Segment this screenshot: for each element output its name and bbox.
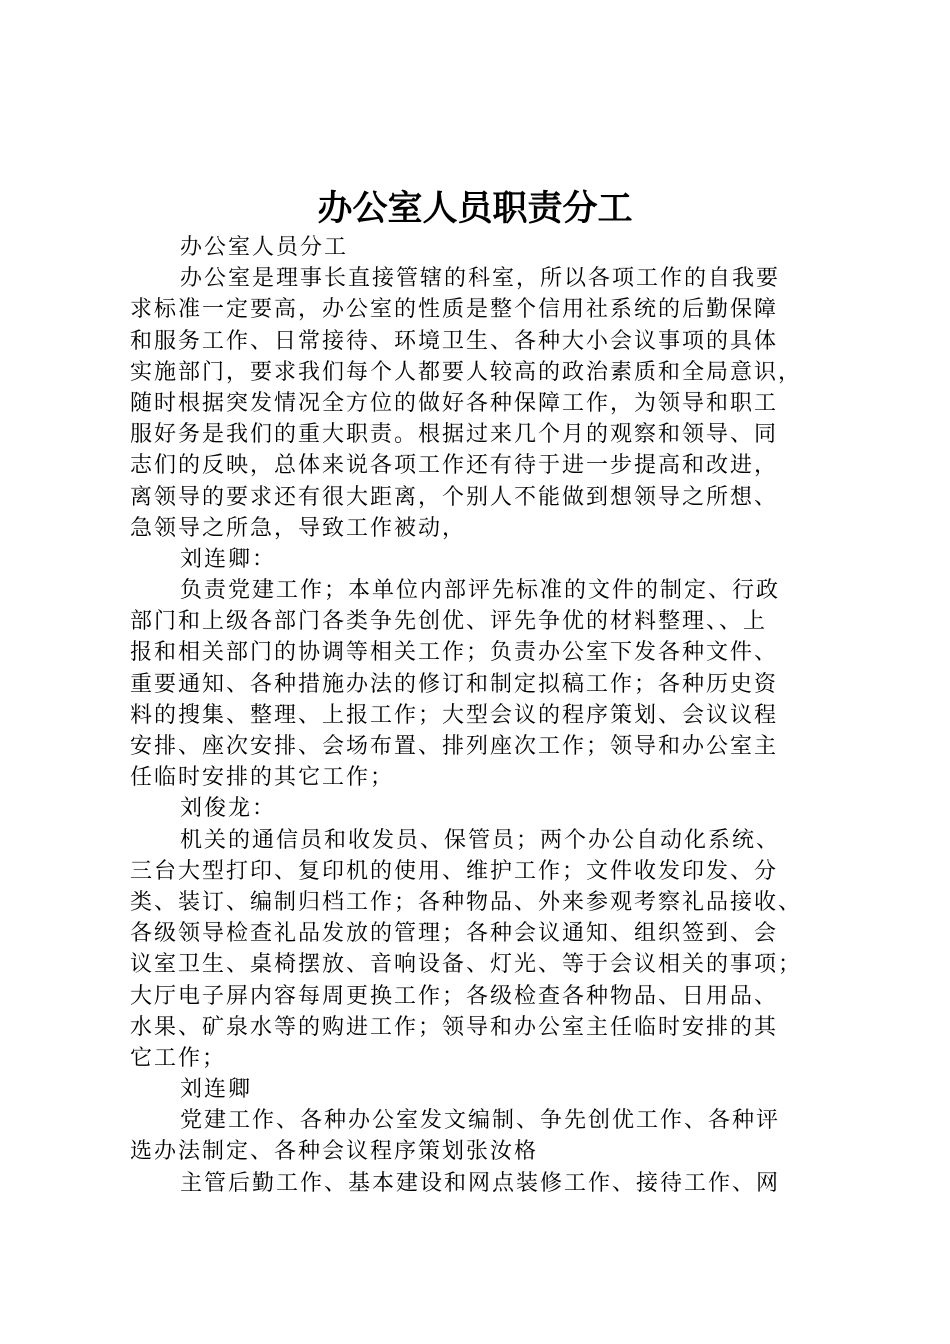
body-line: 刘连卿 [180, 1077, 253, 1103]
body-line: 安排、座次安排、会场布置、排列座次工作；领导和办公室主 [130, 734, 779, 759]
body-line: 报和相关部门的协调等相关工作；负责办公室下发各种文件、 [130, 640, 779, 666]
body-line: 和服务工作、日常接待、环境卫生、各种大小会议事项的具体 [130, 328, 779, 354]
body-line: 任临时安排的其它工作； [130, 765, 395, 791]
body-line: 刘连卿： [180, 546, 277, 572]
body-line: 选办法制定、各种会议程序策划张汝格 [130, 1139, 539, 1165]
body-line: 服好务是我们的重大职责。根据过来几个月的观察和领导、同 [130, 422, 779, 448]
body-line: 类、装订、编制归档工作；各种物品、外来参观考察礼品接收、 [130, 889, 803, 915]
body-line: 部门和上级各部门各类争先创优、评先争优的材料整理、、上 [130, 609, 768, 635]
body-line: 各级领导检查礼品发放的管理；各种会议通知、组织签到、会 [130, 921, 779, 947]
body-line: 大厅电子屏内容每周更换工作；各级检查各种物品、日用品、 [130, 983, 779, 1009]
body-line: 机关的通信员和收发员、保管员；两个办公自动化系统、 [180, 827, 781, 853]
body-line: 办公室是理事长直接管辖的科室，所以各项工作的自我要 [180, 266, 781, 292]
body-line: 主管后勤工作、基本建设和网点装修工作、接待工作、网 [180, 1170, 781, 1196]
body-line: 急领导之所急，导致工作被动， [130, 515, 467, 541]
body-line: 办公室人员分工 [180, 235, 349, 260]
document-body [130, 232, 830, 1199]
body-line: 随时根据突发情况全方位的做好各种保障工作，为领导和职工 [130, 390, 779, 416]
body-line: 料的搜集、整理、上报工作；大型会议的程序策划、会议议程 [130, 702, 779, 728]
body-line: 党建工作、各种办公室发文编制、争先创优工作、各种评 [180, 1108, 781, 1134]
body-line: 刘俊龙： [180, 796, 277, 822]
body-line: 它工作； [130, 1045, 227, 1071]
body-line: 三台大型打印、复印机的使用、维护工作；文件收发印发、分 [130, 858, 779, 884]
body-line: 离领导的要求还有很大距离，个别人不能做到想领导之所想、 [130, 484, 779, 510]
body-line: 实施部门，要求我们每个人都要人较高的政治素质和全局意识， [130, 359, 803, 385]
body-line: 议室卫生、桌椅摆放、音响设备、灯光、等于会议相关的事项； [130, 952, 803, 978]
body-line: 求标准一定要高，办公室的性质是整个信用社系统的后勤保障 [130, 297, 779, 323]
body-line: 重要通知、各种措施办法的修订和制定拟稿工作；各种历史资 [130, 671, 779, 697]
body-line: 志们的反映，总体来说各项工作还有待于进一步提高和改进， [130, 453, 779, 479]
body-line: 水果、矿泉水等的购进工作；领导和办公室主任临时安排的其 [130, 1014, 779, 1040]
body-line: 负责党建工作；本单位内部评先标准的文件的制定、行政 [180, 578, 781, 604]
document-title: 办公室人员职责分工 [317, 188, 633, 229]
